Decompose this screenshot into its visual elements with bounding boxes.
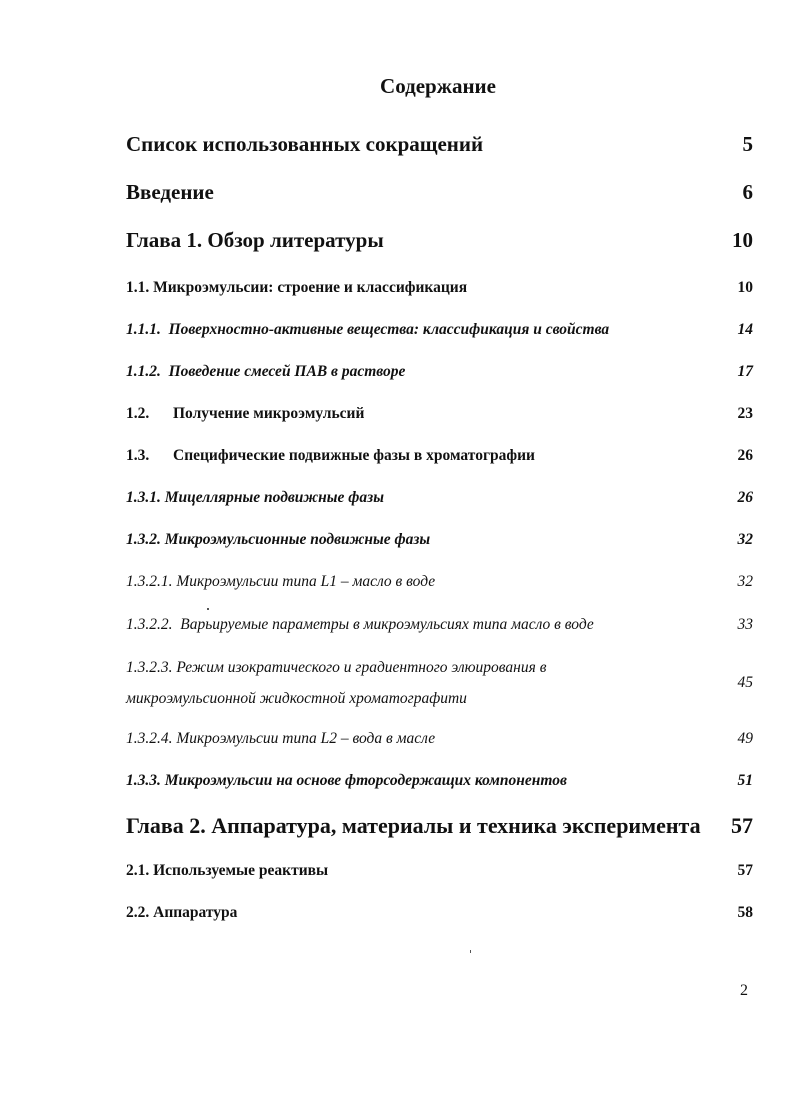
toc-entry-number: 1.3. [126,447,150,464]
toc-entry-introduction[interactable] [126,178,753,206]
page-number: 2 [740,982,748,999]
toc-entry-1-1-1[interactable] [126,318,753,342]
toc-entry-page: 10 [737,279,753,296]
toc-entry-chapter-2[interactable] [126,811,753,841]
toc-entry-page: 32 [737,531,753,548]
toc-entry-text-block [126,652,546,714]
toc-entry-abbreviations[interactable] [126,130,753,158]
toc-entry-1-3-2-4[interactable] [126,727,753,751]
toc-entry-page: 14 [737,321,753,338]
toc-entry-1-3-2-2[interactable] [126,613,753,637]
toc-entry-2-2[interactable] [126,901,753,925]
toc-entry-1-3[interactable] [126,444,753,468]
scan-speck [470,950,471,953]
toc-entry-page: 33 [737,616,753,633]
page-title: Содержание [380,74,496,98]
toc-entry-1-1[interactable] [126,276,753,300]
toc-entry-text: Список использованных сокращений [126,131,484,156]
toc-entry-text: 1.1.1. Поверхностно-активные вещества: классификация и свойства [126,321,610,338]
toc-entry-page: 57 [737,862,753,879]
toc-entry-label [126,405,364,423]
toc-entry-page: 26 [737,489,753,506]
toc-entry-page: 26 [737,447,753,464]
toc-entry-page: 5 [742,131,753,156]
toc-entry-page: 32 [737,573,753,590]
toc-entry-text: 1.1.2. Поведение смесей ПАВ в растворе [126,363,406,380]
toc-entry-page: 17 [737,363,753,380]
toc-entry-text: 1.3.1. Мицеллярные подвижные фазы [126,489,384,506]
toc-entry-1-1-2[interactable] [126,360,753,384]
toc-entry-page: 23 [737,405,753,422]
toc-entry-text: 1.3.2. Микроэмульсионные подвижные фазы [126,531,431,548]
toc-entry-text: Введение [126,179,214,204]
toc-entry-page: 10 [732,227,753,252]
toc-entry-text: 1.3.3. Микроэмульсии на основе фторсодержащих компонентов [126,772,567,789]
toc-entry-text: Получение микроэмульсий [173,405,365,422]
toc-entry-1-3-3[interactable] [126,769,753,793]
toc-entry-text: 2.2. Аппаратура [126,904,238,921]
toc-entry-label [126,447,535,465]
toc-entry-text: 2.1. Используемые реактивы [126,862,329,879]
toc-entry-text: 1.3.2.2. Варьируемые параметры в микроэмульсиях типа масло в воде [126,616,594,633]
toc-entry-1-3-2[interactable] [126,528,753,552]
toc-entry-page: 58 [737,904,753,921]
toc-entry-text-line2: микроэмульсионной жидкостной хроматографити [126,690,467,707]
toc-entry-page: 51 [737,772,753,789]
toc-entry-text: Специфические подвижные фазы в хроматографии [173,447,535,464]
toc-entry-chapter-1[interactable] [126,226,753,254]
toc-entry-text: 1.1. Микроэмульсии: строение и классификация [126,279,468,296]
toc-entry-text: 1.3.2.4. Микроэмульсии типа L2 – вода в масле [126,730,436,747]
toc-entry-number: 1.2. [126,405,150,422]
toc-entry-text-line1: 1.3.2.3. Режим изократического и градиентного элюирования в [126,659,547,676]
toc-entry-1-3-2-1[interactable] [126,570,753,594]
toc-entry-page: 49 [737,730,753,747]
toc-entry-1-3-2-3[interactable] [126,652,753,714]
toc-entry-text: Глава 2. Аппаратура, материалы и техника эксперимента [126,813,701,838]
toc-entry-text: 1.3.2.1. Микроэмульсии типа L1 – масло в воде [126,573,436,590]
toc-entry-page: 45 [737,674,753,691]
toc-entry-2-1[interactable] [126,859,753,883]
toc-entry-1-3-1[interactable] [126,486,753,510]
toc-entry-page: 6 [742,179,753,204]
scan-speck [207,608,209,610]
toc-entry-page: 57 [731,813,753,838]
toc-entry-text: Глава 1. Обзор литературы [126,227,384,252]
toc-entry-1-2[interactable] [126,402,753,426]
